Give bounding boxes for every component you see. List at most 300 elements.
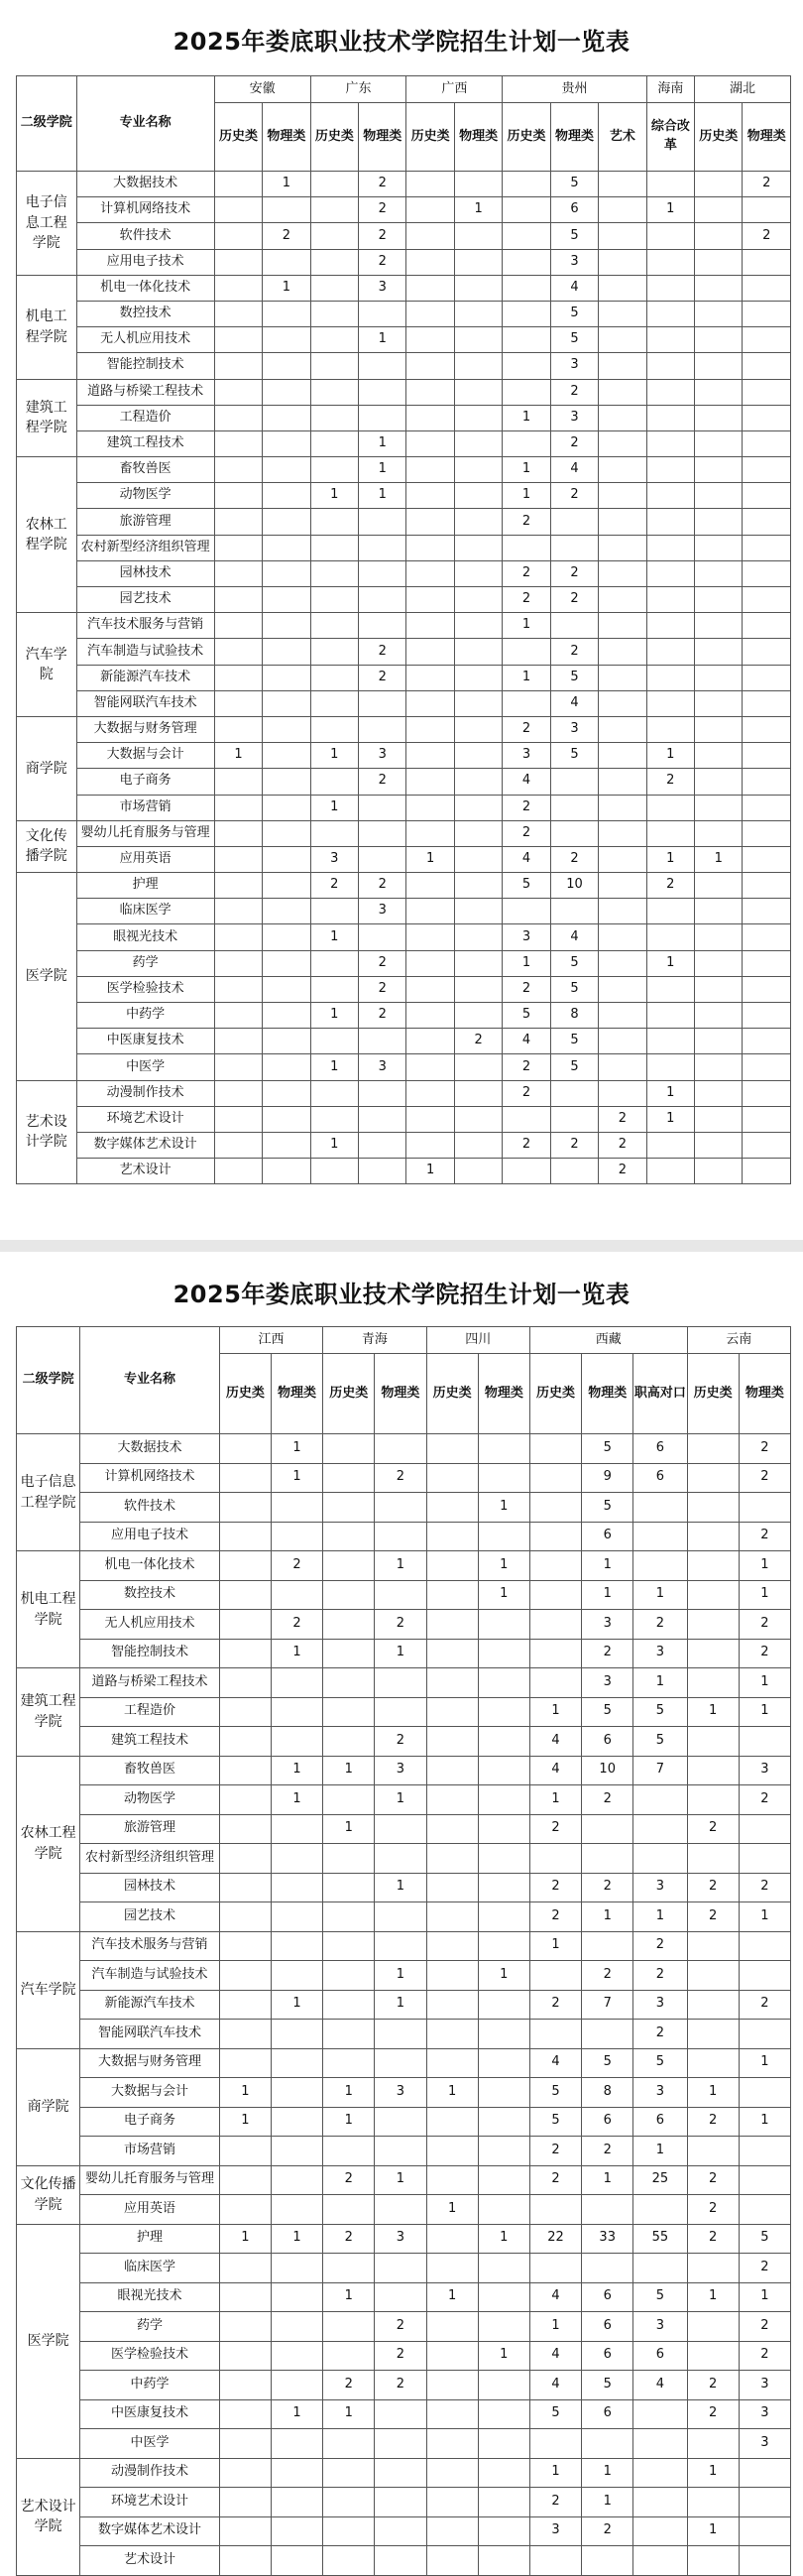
quota-cell xyxy=(550,795,598,820)
quota-cell xyxy=(263,430,310,456)
table-row xyxy=(17,301,791,326)
quota-cell xyxy=(219,1756,271,1785)
table-row xyxy=(17,1106,791,1132)
table-row xyxy=(17,2165,791,2195)
quota-cell xyxy=(375,1814,426,1844)
major-name: 医学检验技术 xyxy=(76,976,214,1002)
quota-cell xyxy=(214,769,262,795)
quota-cell xyxy=(695,301,743,326)
quota-cell xyxy=(214,976,262,1002)
quota-cell xyxy=(599,690,646,716)
quota-cell xyxy=(219,1493,271,1523)
table-row xyxy=(17,690,791,716)
quota-cell xyxy=(478,1522,529,1551)
quota-cell xyxy=(454,665,502,690)
quota-cell xyxy=(454,769,502,795)
major-name: 畜牧兽医 xyxy=(76,457,214,483)
quota-cell: 1 xyxy=(646,950,694,976)
quota-cell xyxy=(406,820,454,846)
quota-cell: 1 xyxy=(375,1990,426,2020)
quota-cell xyxy=(310,327,358,353)
quota-cell: 2 xyxy=(550,379,598,405)
quota-cell xyxy=(263,1029,310,1054)
quota-cell xyxy=(219,2458,271,2488)
quota-cell xyxy=(646,223,694,249)
quota-cell xyxy=(426,1697,478,1727)
quota-cell xyxy=(426,1844,478,1874)
quota-cell: 1 xyxy=(310,743,358,769)
quota-cell xyxy=(214,197,262,223)
quota-cell xyxy=(695,743,743,769)
quota-cell: 4 xyxy=(529,2371,581,2400)
table-row xyxy=(17,976,791,1002)
major-name: 环境艺术设计 xyxy=(80,2488,220,2517)
quota-cell xyxy=(214,430,262,456)
quota-cell xyxy=(263,327,310,353)
quota-cell: 2 xyxy=(529,2488,581,2517)
major-name: 园林技术 xyxy=(80,1873,220,1902)
quota-cell xyxy=(695,873,743,899)
quota-cell xyxy=(271,2371,322,2400)
quota-cell xyxy=(359,613,406,639)
quota-cell: 2 xyxy=(739,2341,790,2371)
quota-cell xyxy=(271,1493,322,1523)
table-row xyxy=(17,379,791,405)
quota-cell xyxy=(743,509,791,535)
category-label: 物理类 xyxy=(746,128,786,144)
quota-cell xyxy=(743,457,791,483)
quota-cell xyxy=(219,1463,271,1493)
table-row xyxy=(17,1639,791,1668)
quota-cell: 2 xyxy=(633,1931,687,1961)
quota-cell xyxy=(310,769,358,795)
quota-cell xyxy=(406,1106,454,1132)
major-name: 道路与桥梁工程技术 xyxy=(80,1668,220,1698)
quota-cell xyxy=(375,1493,426,1523)
quota-cell: 5 xyxy=(529,2399,581,2429)
table-row xyxy=(17,1522,791,1551)
table-row xyxy=(17,1610,791,1640)
quota-cell xyxy=(687,1434,739,1464)
region-header: 江西 xyxy=(219,1327,322,1354)
major-name: 建筑工程技术 xyxy=(76,430,214,456)
quota-cell xyxy=(375,2137,426,2166)
major-name: 旅游管理 xyxy=(76,509,214,535)
quota-cell xyxy=(743,795,791,820)
quota-cell xyxy=(739,1814,790,1844)
quota-cell xyxy=(214,535,262,560)
quota-cell: 1 xyxy=(310,924,358,950)
table-row xyxy=(17,2341,791,2371)
quota-cell xyxy=(219,1961,271,1991)
table-row xyxy=(17,249,791,275)
quota-cell xyxy=(582,2254,633,2283)
quota-cell: 1 xyxy=(503,405,550,430)
quota-cell xyxy=(454,587,502,613)
quota-cell xyxy=(478,2137,529,2166)
quota-cell xyxy=(214,560,262,586)
quota-cell xyxy=(646,509,694,535)
quota-cell xyxy=(310,301,358,326)
quota-cell xyxy=(359,1080,406,1106)
major-name: 无人机应用技术 xyxy=(80,1610,220,1640)
quota-cell xyxy=(406,873,454,899)
category-label: 历史类 xyxy=(225,1385,265,1401)
quota-cell xyxy=(599,795,646,820)
quota-cell xyxy=(310,560,358,586)
quota-cell xyxy=(219,2312,271,2342)
region-header: 四川 xyxy=(426,1327,529,1354)
quota-cell xyxy=(310,405,358,430)
quota-cell xyxy=(323,1522,375,1551)
quota-cell xyxy=(646,249,694,275)
quota-cell xyxy=(695,1080,743,1106)
quota-cell xyxy=(743,1159,791,1184)
quota-cell: 5 xyxy=(529,2107,581,2137)
quota-cell xyxy=(426,2341,478,2371)
major-name: 电子商务 xyxy=(80,2107,220,2137)
quota-cell xyxy=(263,249,310,275)
quota-cell: 2 xyxy=(633,1610,687,1640)
college-name: 文化传播学院 xyxy=(17,820,77,872)
quota-cell xyxy=(695,430,743,456)
quota-cell: 2 xyxy=(687,2224,739,2254)
quota-cell xyxy=(743,665,791,690)
quota-cell: 3 xyxy=(739,2429,790,2459)
table-row xyxy=(17,1902,791,1932)
page-divider xyxy=(0,1240,803,1252)
quota-cell: 2 xyxy=(687,2371,739,2400)
quota-cell xyxy=(263,950,310,976)
quota-cell xyxy=(323,2429,375,2459)
quota-cell xyxy=(406,1132,454,1158)
quota-cell xyxy=(529,1961,581,1991)
quota-cell xyxy=(271,2107,322,2137)
category-header xyxy=(687,1354,739,1434)
quota-cell xyxy=(219,2195,271,2225)
quota-cell: 3 xyxy=(550,716,598,742)
quota-cell: 1 xyxy=(529,1931,581,1961)
quota-cell xyxy=(214,1159,262,1184)
quota-cell xyxy=(633,2458,687,2488)
table-row xyxy=(17,924,791,950)
quota-cell xyxy=(478,2488,529,2517)
quota-cell xyxy=(599,1003,646,1029)
quota-cell xyxy=(323,1493,375,1523)
quota-cell xyxy=(646,613,694,639)
quota-cell xyxy=(426,1639,478,1668)
quota-cell xyxy=(687,1727,739,1757)
quota-cell xyxy=(426,2048,478,2078)
quota-cell: 1 xyxy=(359,327,406,353)
major-name: 大数据与会计 xyxy=(80,2078,220,2108)
quota-cell xyxy=(695,690,743,716)
quota-cell xyxy=(454,690,502,716)
enrollment-table xyxy=(16,1326,791,2576)
quota-cell: 6 xyxy=(582,2341,633,2371)
quota-cell: 2 xyxy=(359,223,406,249)
quota-cell: 4 xyxy=(529,2048,581,2078)
quota-cell xyxy=(271,1844,322,1874)
quota-cell xyxy=(359,301,406,326)
quota-cell xyxy=(263,483,310,509)
category-header xyxy=(454,103,502,172)
quota-cell xyxy=(695,1003,743,1029)
table-row xyxy=(17,353,791,379)
quota-cell xyxy=(478,2195,529,2225)
quota-cell: 1 xyxy=(633,1668,687,1698)
quota-cell xyxy=(695,560,743,586)
quota-cell: 2 xyxy=(529,1873,581,1902)
quota-cell xyxy=(503,275,550,301)
quota-cell xyxy=(646,560,694,586)
quota-cell: 1 xyxy=(646,846,694,872)
quota-cell: 1 xyxy=(359,457,406,483)
quota-cell xyxy=(646,379,694,405)
quota-cell xyxy=(743,1003,791,1029)
quota-cell xyxy=(454,430,502,456)
quota-cell xyxy=(323,2312,375,2342)
major-name: 汽车技术服务与营销 xyxy=(76,613,214,639)
quota-cell xyxy=(263,405,310,430)
quota-cell xyxy=(323,1931,375,1961)
quota-cell: 1 xyxy=(271,1463,322,1493)
quota-cell xyxy=(214,1029,262,1054)
quota-cell xyxy=(271,2020,322,2049)
category-label: 物理类 xyxy=(459,128,499,144)
quota-cell xyxy=(263,301,310,326)
quota-cell xyxy=(406,639,454,665)
quota-cell xyxy=(219,2254,271,2283)
quota-cell: 2 xyxy=(359,665,406,690)
major-name: 药学 xyxy=(80,2312,220,2342)
college-header: 二级学院 xyxy=(17,76,77,172)
quota-cell xyxy=(310,1080,358,1106)
table-row xyxy=(17,1493,791,1523)
quota-cell: 2 xyxy=(263,223,310,249)
quota-cell xyxy=(687,1990,739,2020)
quota-cell xyxy=(375,1902,426,1932)
plan-page-1 xyxy=(0,0,803,1240)
quota-cell xyxy=(214,613,262,639)
quota-cell: 3 xyxy=(633,1639,687,1668)
quota-cell: 1 xyxy=(454,197,502,223)
quota-cell xyxy=(550,1159,598,1184)
quota-cell xyxy=(503,249,550,275)
major-name: 动物医学 xyxy=(76,483,214,509)
quota-cell xyxy=(406,301,454,326)
quota-cell xyxy=(323,1961,375,1991)
quota-cell xyxy=(599,1080,646,1106)
quota-cell: 4 xyxy=(550,275,598,301)
quota-cell: 25 xyxy=(633,2165,687,2195)
quota-cell xyxy=(310,249,358,275)
major-name: 新能源汽车技术 xyxy=(76,665,214,690)
quota-cell xyxy=(263,820,310,846)
quota-cell xyxy=(406,457,454,483)
quota-cell xyxy=(743,353,791,379)
quota-cell: 1 xyxy=(582,2458,633,2488)
quota-cell xyxy=(695,249,743,275)
quota-cell xyxy=(695,1106,743,1132)
quota-cell: 1 xyxy=(310,1003,358,1029)
category-header xyxy=(599,103,646,172)
quota-cell: 1 xyxy=(503,613,550,639)
quota-cell xyxy=(426,2137,478,2166)
quota-cell xyxy=(633,1493,687,1523)
quota-cell: 2 xyxy=(550,846,598,872)
college-name: 商学院 xyxy=(17,716,77,820)
quota-cell xyxy=(582,2020,633,2049)
quota-cell: 1 xyxy=(271,1785,322,1815)
quota-cell xyxy=(743,275,791,301)
quota-cell xyxy=(359,1132,406,1158)
quota-cell xyxy=(310,716,358,742)
quota-cell xyxy=(478,1902,529,1932)
quota-cell xyxy=(529,1522,581,1551)
quota-cell xyxy=(406,405,454,430)
quota-cell: 5 xyxy=(550,1054,598,1080)
table-row xyxy=(17,2371,791,2400)
quota-cell xyxy=(695,820,743,846)
quota-cell xyxy=(478,1756,529,1785)
quota-cell: 6 xyxy=(633,2107,687,2137)
quota-cell: 2 xyxy=(582,1639,633,1668)
quota-cell xyxy=(743,846,791,872)
quota-cell: 6 xyxy=(582,2107,633,2137)
quota-cell xyxy=(478,2312,529,2342)
major-name: 大数据技术 xyxy=(80,1434,220,1464)
quota-cell xyxy=(426,2429,478,2459)
quota-cell: 3 xyxy=(375,1756,426,1785)
quota-cell xyxy=(529,1493,581,1523)
quota-cell xyxy=(406,769,454,795)
quota-cell: 5 xyxy=(633,1697,687,1727)
quota-cell: 1 xyxy=(478,1961,529,1991)
quota-cell: 2 xyxy=(687,2399,739,2429)
quota-cell xyxy=(426,1814,478,1844)
table-row xyxy=(17,1132,791,1158)
major-name: 动物医学 xyxy=(80,1785,220,1815)
quota-cell xyxy=(550,613,598,639)
quota-cell: 2 xyxy=(739,1434,790,1464)
quota-cell xyxy=(599,950,646,976)
table-row xyxy=(17,1990,791,2020)
quota-cell xyxy=(375,1522,426,1551)
quota-cell xyxy=(406,1080,454,1106)
quota-cell xyxy=(695,976,743,1002)
quota-cell xyxy=(375,1697,426,1727)
quota-cell xyxy=(271,2137,322,2166)
quota-cell xyxy=(478,1873,529,1902)
quota-cell xyxy=(454,846,502,872)
quota-cell xyxy=(214,275,262,301)
quota-cell: 2 xyxy=(687,1902,739,1932)
quota-cell xyxy=(739,1844,790,1874)
quota-cell: 2 xyxy=(687,2165,739,2195)
quota-cell: 2 xyxy=(739,1785,790,1815)
major-name: 大数据与财务管理 xyxy=(80,2048,220,2078)
quota-cell: 2 xyxy=(359,639,406,665)
quota-cell xyxy=(454,535,502,560)
quota-cell xyxy=(478,1844,529,1874)
quota-cell: 10 xyxy=(582,1756,633,1785)
quota-cell xyxy=(214,457,262,483)
quota-cell xyxy=(743,690,791,716)
quota-cell xyxy=(695,716,743,742)
quota-cell: 2 xyxy=(687,1814,739,1844)
region-header: 海南 xyxy=(646,76,694,103)
table-row xyxy=(17,405,791,430)
quota-cell xyxy=(263,613,310,639)
quota-cell xyxy=(599,275,646,301)
quota-cell: 2 xyxy=(739,1873,790,1902)
quota-cell xyxy=(310,535,358,560)
quota-cell xyxy=(323,1844,375,1874)
quota-cell xyxy=(271,2429,322,2459)
quota-cell xyxy=(219,1844,271,1874)
quota-cell: 1 xyxy=(310,1054,358,1080)
region-header: 云南 xyxy=(687,1327,791,1354)
quota-cell xyxy=(219,1551,271,1581)
quota-cell xyxy=(695,483,743,509)
quota-cell xyxy=(406,716,454,742)
quota-cell: 2 xyxy=(550,1132,598,1158)
quota-cell: 2 xyxy=(271,1551,322,1581)
quota-cell xyxy=(214,820,262,846)
quota-cell xyxy=(310,509,358,535)
quota-cell xyxy=(739,1493,790,1523)
quota-cell xyxy=(739,2488,790,2517)
quota-cell: 2 xyxy=(739,1522,790,1551)
quota-cell: 1 xyxy=(646,197,694,223)
quota-cell xyxy=(426,1961,478,1991)
quota-cell xyxy=(426,1580,478,1610)
quota-cell: 4 xyxy=(529,2282,581,2312)
table-row xyxy=(17,2020,791,2049)
major-name: 智能控制技术 xyxy=(76,353,214,379)
quota-cell xyxy=(599,665,646,690)
quota-cell xyxy=(426,1493,478,1523)
category-label: 物理类 xyxy=(554,128,594,144)
category-header xyxy=(310,103,358,172)
quota-cell xyxy=(426,1756,478,1785)
quota-cell xyxy=(454,873,502,899)
quota-cell xyxy=(687,2137,739,2166)
quota-cell xyxy=(323,2516,375,2546)
quota-cell xyxy=(310,172,358,197)
quota-cell xyxy=(406,327,454,353)
quota-cell xyxy=(214,223,262,249)
table-row xyxy=(17,457,791,483)
quota-cell: 5 xyxy=(739,2224,790,2254)
quota-cell: 1 xyxy=(271,1756,322,1785)
quota-cell xyxy=(743,197,791,223)
quota-cell xyxy=(454,1159,502,1184)
quota-cell: 2 xyxy=(375,1463,426,1493)
table-row xyxy=(17,873,791,899)
quota-cell xyxy=(599,899,646,924)
quota-cell xyxy=(478,2048,529,2078)
quota-cell: 1 xyxy=(633,2137,687,2166)
quota-cell: 2 xyxy=(739,1463,790,1493)
quota-cell: 1 xyxy=(582,2165,633,2195)
quota-cell xyxy=(219,1668,271,1698)
table-row xyxy=(17,2195,791,2225)
quota-cell: 2 xyxy=(503,587,550,613)
quota-cell xyxy=(478,2107,529,2137)
major-name: 机电一体化技术 xyxy=(76,275,214,301)
